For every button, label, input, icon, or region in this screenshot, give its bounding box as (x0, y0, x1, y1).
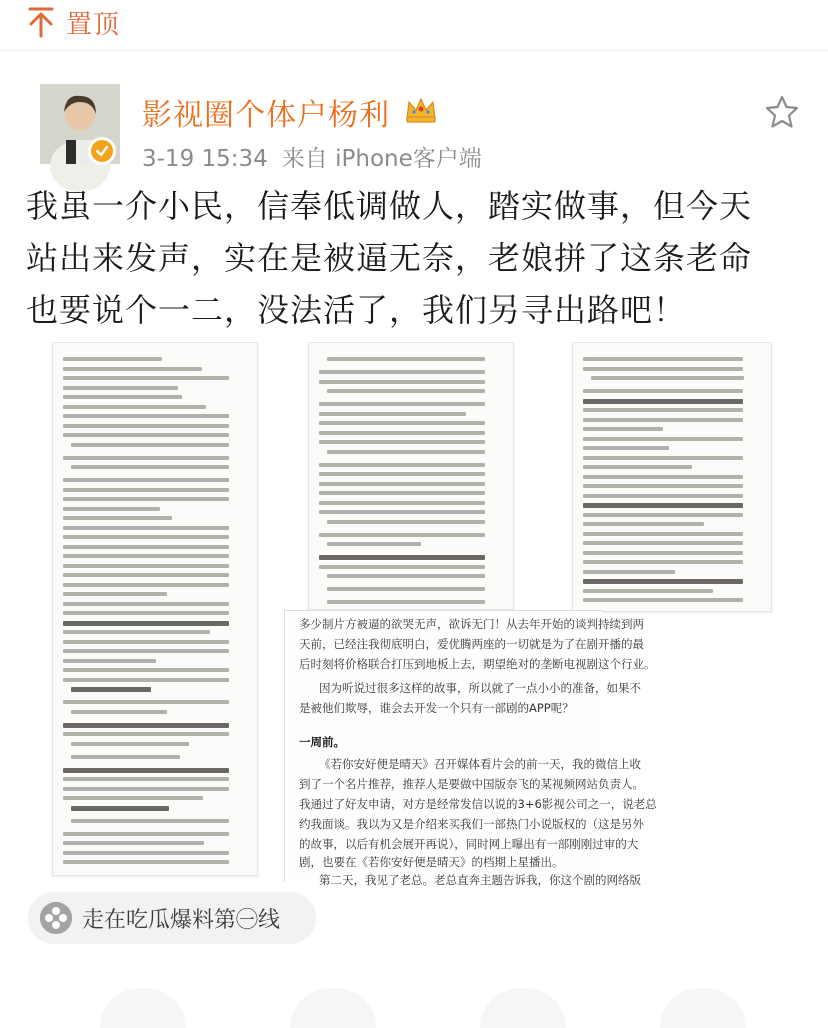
document-text-line (63, 621, 229, 626)
document-text-line (583, 389, 743, 393)
pin-bar (0, 0, 828, 48)
favorite-star-icon[interactable] (764, 94, 800, 130)
document-text-line (319, 501, 485, 505)
document-text-line (583, 427, 663, 431)
document-text-line (327, 587, 485, 591)
zoom-line: 约我面谈。我以为又是介绍来买我们一部热门小说版权的（这是另外 (299, 817, 644, 831)
document-text-line (583, 522, 704, 526)
document-page-3[interactable] (572, 342, 772, 612)
post-source[interactable]: 来自 iPhone客户端 (281, 146, 482, 172)
document-text-line (63, 832, 229, 836)
document-text-line (63, 478, 229, 482)
document-text-line (63, 414, 229, 418)
document-text-line (319, 533, 485, 537)
document-text-line (583, 418, 743, 422)
zoom-line: 因为听说过很多这样的故事，所以就了一点小小的准备，如果不 (319, 681, 641, 695)
document-text-line (63, 376, 229, 380)
document-text-line (327, 542, 421, 546)
document-text-line (63, 516, 172, 520)
document-text-line (63, 640, 229, 644)
zoom-line: 天前，已经注我彻底明白，爱优腾两座的一切就是为了在剧开播的最 (299, 637, 644, 651)
document-text-line (63, 768, 229, 773)
document-text-line (583, 367, 743, 371)
zoom-line: 的故事，以后有机会展开再说），同时网上曝出有一部刚刚过审的大 (299, 837, 639, 851)
document-text-line (583, 503, 743, 508)
post-text-line: 站出来发声，实在是被逼无奈，老娘拼了这条老命 (26, 239, 753, 277)
zoom-line: 是被他们欺辱，谁会去开发一个只有一部剧的APP呢？ (299, 701, 574, 715)
document-text-line (63, 796, 203, 800)
document-text-line (583, 465, 692, 469)
document-text-line (327, 357, 485, 361)
document-text-line (63, 583, 229, 587)
document-text-line (63, 668, 229, 672)
zoom-line: 后时刻将价格联合打压到地板上去，期望绝对的垄断电视剧这个行业。 (299, 657, 656, 671)
document-text-line (319, 402, 485, 406)
document-text-line (319, 510, 485, 514)
document-text-line (583, 475, 743, 479)
document-text-line (63, 456, 229, 460)
document-text-line (583, 589, 713, 593)
document-text-line (63, 851, 229, 855)
document-text-line (327, 574, 485, 578)
document-text-line (71, 465, 229, 469)
document-text-line (583, 560, 743, 564)
document-text-line (63, 357, 162, 361)
document-text-line (63, 395, 182, 399)
document-text-line (63, 659, 156, 663)
pin-label: 置顶 (66, 10, 121, 40)
document-page-1[interactable] (52, 342, 258, 876)
document-text-line (63, 526, 229, 530)
document-text-line (63, 386, 178, 390)
document-text-line (591, 376, 744, 380)
document-text-line (63, 433, 229, 437)
document-text-line (63, 723, 229, 728)
document-text-line (63, 732, 229, 736)
post-images[interactable] (52, 342, 780, 887)
pin-top-icon (26, 6, 56, 38)
zoom-line: 第二天，我见了老总。老总直奔主题告诉我，你这个剧的网络版 (319, 873, 641, 887)
document-text-line (63, 602, 229, 606)
document-text-line (71, 443, 229, 447)
document-text-line (583, 484, 743, 488)
divider (0, 50, 828, 51)
zoom-line: 到了一个名片推荐，推荐人是要做中国版奈飞的某视频网站负责人。 (299, 777, 644, 791)
document-text-line (319, 421, 485, 425)
post-text-line: 我虽一介小民，信奉低调做人，踏实做事，但今天 (26, 187, 753, 225)
document-text-line (71, 819, 229, 823)
document-text-line (583, 456, 743, 460)
zoom-line: 我通过了好友申请，对方是经常发信以说的3+6影视公司之一，说老总 (299, 797, 657, 811)
document-text-line (63, 497, 229, 501)
document-text-line (319, 463, 485, 467)
document-text-line (319, 555, 485, 560)
document-text-line (63, 860, 229, 864)
document-text-line (63, 573, 229, 577)
document-text-line (63, 564, 229, 568)
document-text-line (63, 787, 229, 791)
document-text-line (63, 554, 229, 558)
document-text-line (583, 513, 743, 517)
document-text-line (327, 450, 485, 454)
document-text-line (583, 541, 743, 545)
document-text-line (63, 367, 202, 371)
document-text-line (63, 841, 204, 845)
document-text-line (63, 545, 229, 549)
document-text-line (319, 370, 485, 374)
document-text-line (319, 380, 485, 384)
document-text-line (319, 440, 485, 444)
document-text-line (63, 535, 229, 539)
document-text-line (319, 412, 466, 416)
document-text-line (63, 649, 229, 653)
document-text-line (583, 408, 743, 412)
document-text-line (319, 431, 485, 435)
crown-icon (404, 94, 438, 124)
post-time: 3-19 15:34 (142, 146, 268, 172)
zoom-line: 《若你安好便是晴天》召开媒体看片会的前一天，我的微信上收 (319, 757, 641, 771)
document-text-line (63, 777, 229, 781)
document-text-line (63, 424, 229, 428)
document-text-line (583, 437, 743, 441)
document-text-line (63, 592, 167, 596)
zoom-line: 多少制片方被逼的欲哭无声，欲诉无门！从去年开始的谈判持续到两 (299, 617, 644, 631)
document-text-line (583, 532, 743, 536)
document-text-line (319, 482, 485, 486)
document-text-line (63, 630, 210, 634)
post-text-line: 也要说个一二，没法活了，我们另寻出路吧！ (26, 291, 687, 329)
zoom-heading: 一周前。 (299, 735, 345, 749)
document-text-line (583, 551, 743, 555)
document-text-line (319, 472, 485, 476)
topic-chip[interactable] (28, 892, 316, 944)
document-text-line (319, 565, 485, 569)
document-text-line (583, 446, 669, 450)
document-text-line (63, 507, 160, 511)
document-text-line (63, 405, 206, 409)
document-text-line (583, 598, 743, 602)
document-text-line (583, 570, 675, 574)
verified-badge-icon (88, 137, 116, 165)
document-text-line (327, 520, 485, 524)
document-text-line (71, 806, 169, 811)
document-text-line (583, 399, 743, 404)
document-text-line (63, 488, 229, 492)
document-text-line (63, 611, 229, 615)
zoom-line: 剧，也要在《若你安好便是晴天》的档期上星播出。 (299, 855, 564, 869)
document-text-line (583, 494, 743, 498)
document-text-line (319, 491, 485, 495)
document-text-line (71, 687, 151, 692)
post-text (26, 180, 806, 336)
document-text-line (63, 678, 229, 682)
document-text-line (327, 389, 485, 393)
topic-icon (40, 902, 72, 934)
document-text-line (327, 600, 485, 604)
document-text-line (71, 742, 189, 746)
post-meta (142, 140, 482, 173)
topic-label: 走在吃瓜爆料第㊀线 (82, 908, 281, 933)
document-text-line (63, 700, 229, 704)
document-zoom-view[interactable] (284, 610, 657, 887)
document-text-line (71, 710, 167, 714)
username[interactable]: 影视圈个体户杨利 (142, 98, 390, 133)
document-page-2[interactable] (308, 342, 514, 610)
document-text-line (583, 357, 743, 361)
document-text-line (71, 755, 180, 759)
document-text-line (583, 579, 743, 584)
